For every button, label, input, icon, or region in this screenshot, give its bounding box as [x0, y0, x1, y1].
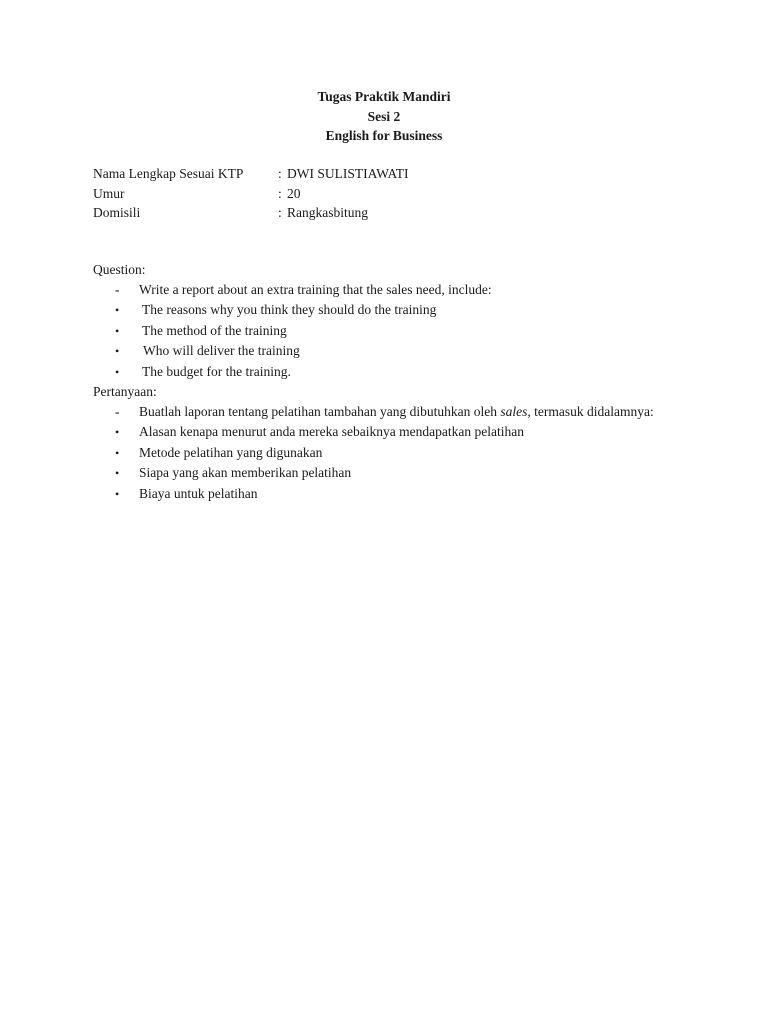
document-title-block [0, 87, 768, 146]
pertanyaan-intro-text [139, 402, 673, 422]
bullet-marker: • [115, 445, 120, 460]
list-item [93, 484, 673, 505]
bullet-marker: • [115, 364, 120, 379]
question-intro-item [93, 280, 673, 301]
bullet-marker: • [115, 303, 120, 317]
pertanyaan-heading: Pertanyaan: [93, 384, 157, 399]
question-section [93, 260, 673, 504]
title-line-2: Sesi 2 [367, 108, 401, 124]
intro-text-italic: sales, [500, 403, 531, 419]
list-item [93, 422, 673, 443]
list-item-text: Metode pelatihan yang digunakan [139, 444, 323, 460]
pertanyaan-intro-item [93, 402, 673, 423]
bullet-marker: • [115, 344, 120, 358]
dash-marker: - [115, 403, 120, 419]
info-label: Umur [93, 185, 125, 201]
list-item [93, 341, 673, 362]
list-item [93, 362, 673, 383]
list-item-text: Alasan kenapa menurut anda mereka sebaiknya mendapatkan pelatihan [139, 424, 524, 439]
list-item [93, 463, 673, 484]
list-item-text: Biaya untuk pelatihan [139, 485, 258, 501]
list-item [93, 443, 673, 464]
bullet-marker: • [115, 425, 120, 439]
info-colon: : [278, 185, 282, 201]
list-item-text: Siapa yang akan memberikan pelatihan [139, 465, 352, 480]
info-colon: : [278, 205, 282, 220]
bullet-marker: • [115, 466, 120, 480]
list-item-text: The reasons why you think they should do the training [142, 302, 437, 317]
list-item-text: The budget for the training. [142, 363, 291, 379]
intro-text-start: Buatlah laporan tentang pelatihan tambahan yang dibutuhkan oleh [139, 403, 501, 419]
info-label: Domisili [93, 205, 141, 220]
info-value: 20 [287, 185, 301, 201]
list-item-text: The method of the training [142, 322, 287, 338]
info-value: Rangkasbitung [287, 205, 368, 220]
title-line-3: English for Business [325, 128, 443, 143]
title-line-1: Tugas Praktik Mandiri [317, 89, 451, 104]
dash-marker: - [115, 281, 120, 297]
question-intro-text: Write a report about an extra training that the sales need, include: [139, 281, 492, 297]
info-colon: : [278, 166, 282, 181]
list-item [93, 300, 673, 321]
list-item-text: Who will deliver the training [143, 343, 300, 358]
bullet-marker: • [115, 323, 120, 338]
bullet-marker: • [115, 486, 120, 501]
info-label: Nama Lengkap Sesuai KTP [93, 166, 244, 181]
question-heading: Question: [93, 262, 146, 277]
list-item [93, 321, 673, 342]
info-value: DWI SULISTIAWATI [287, 166, 409, 181]
intro-text-end: termasuk didalamnya: [530, 403, 654, 419]
